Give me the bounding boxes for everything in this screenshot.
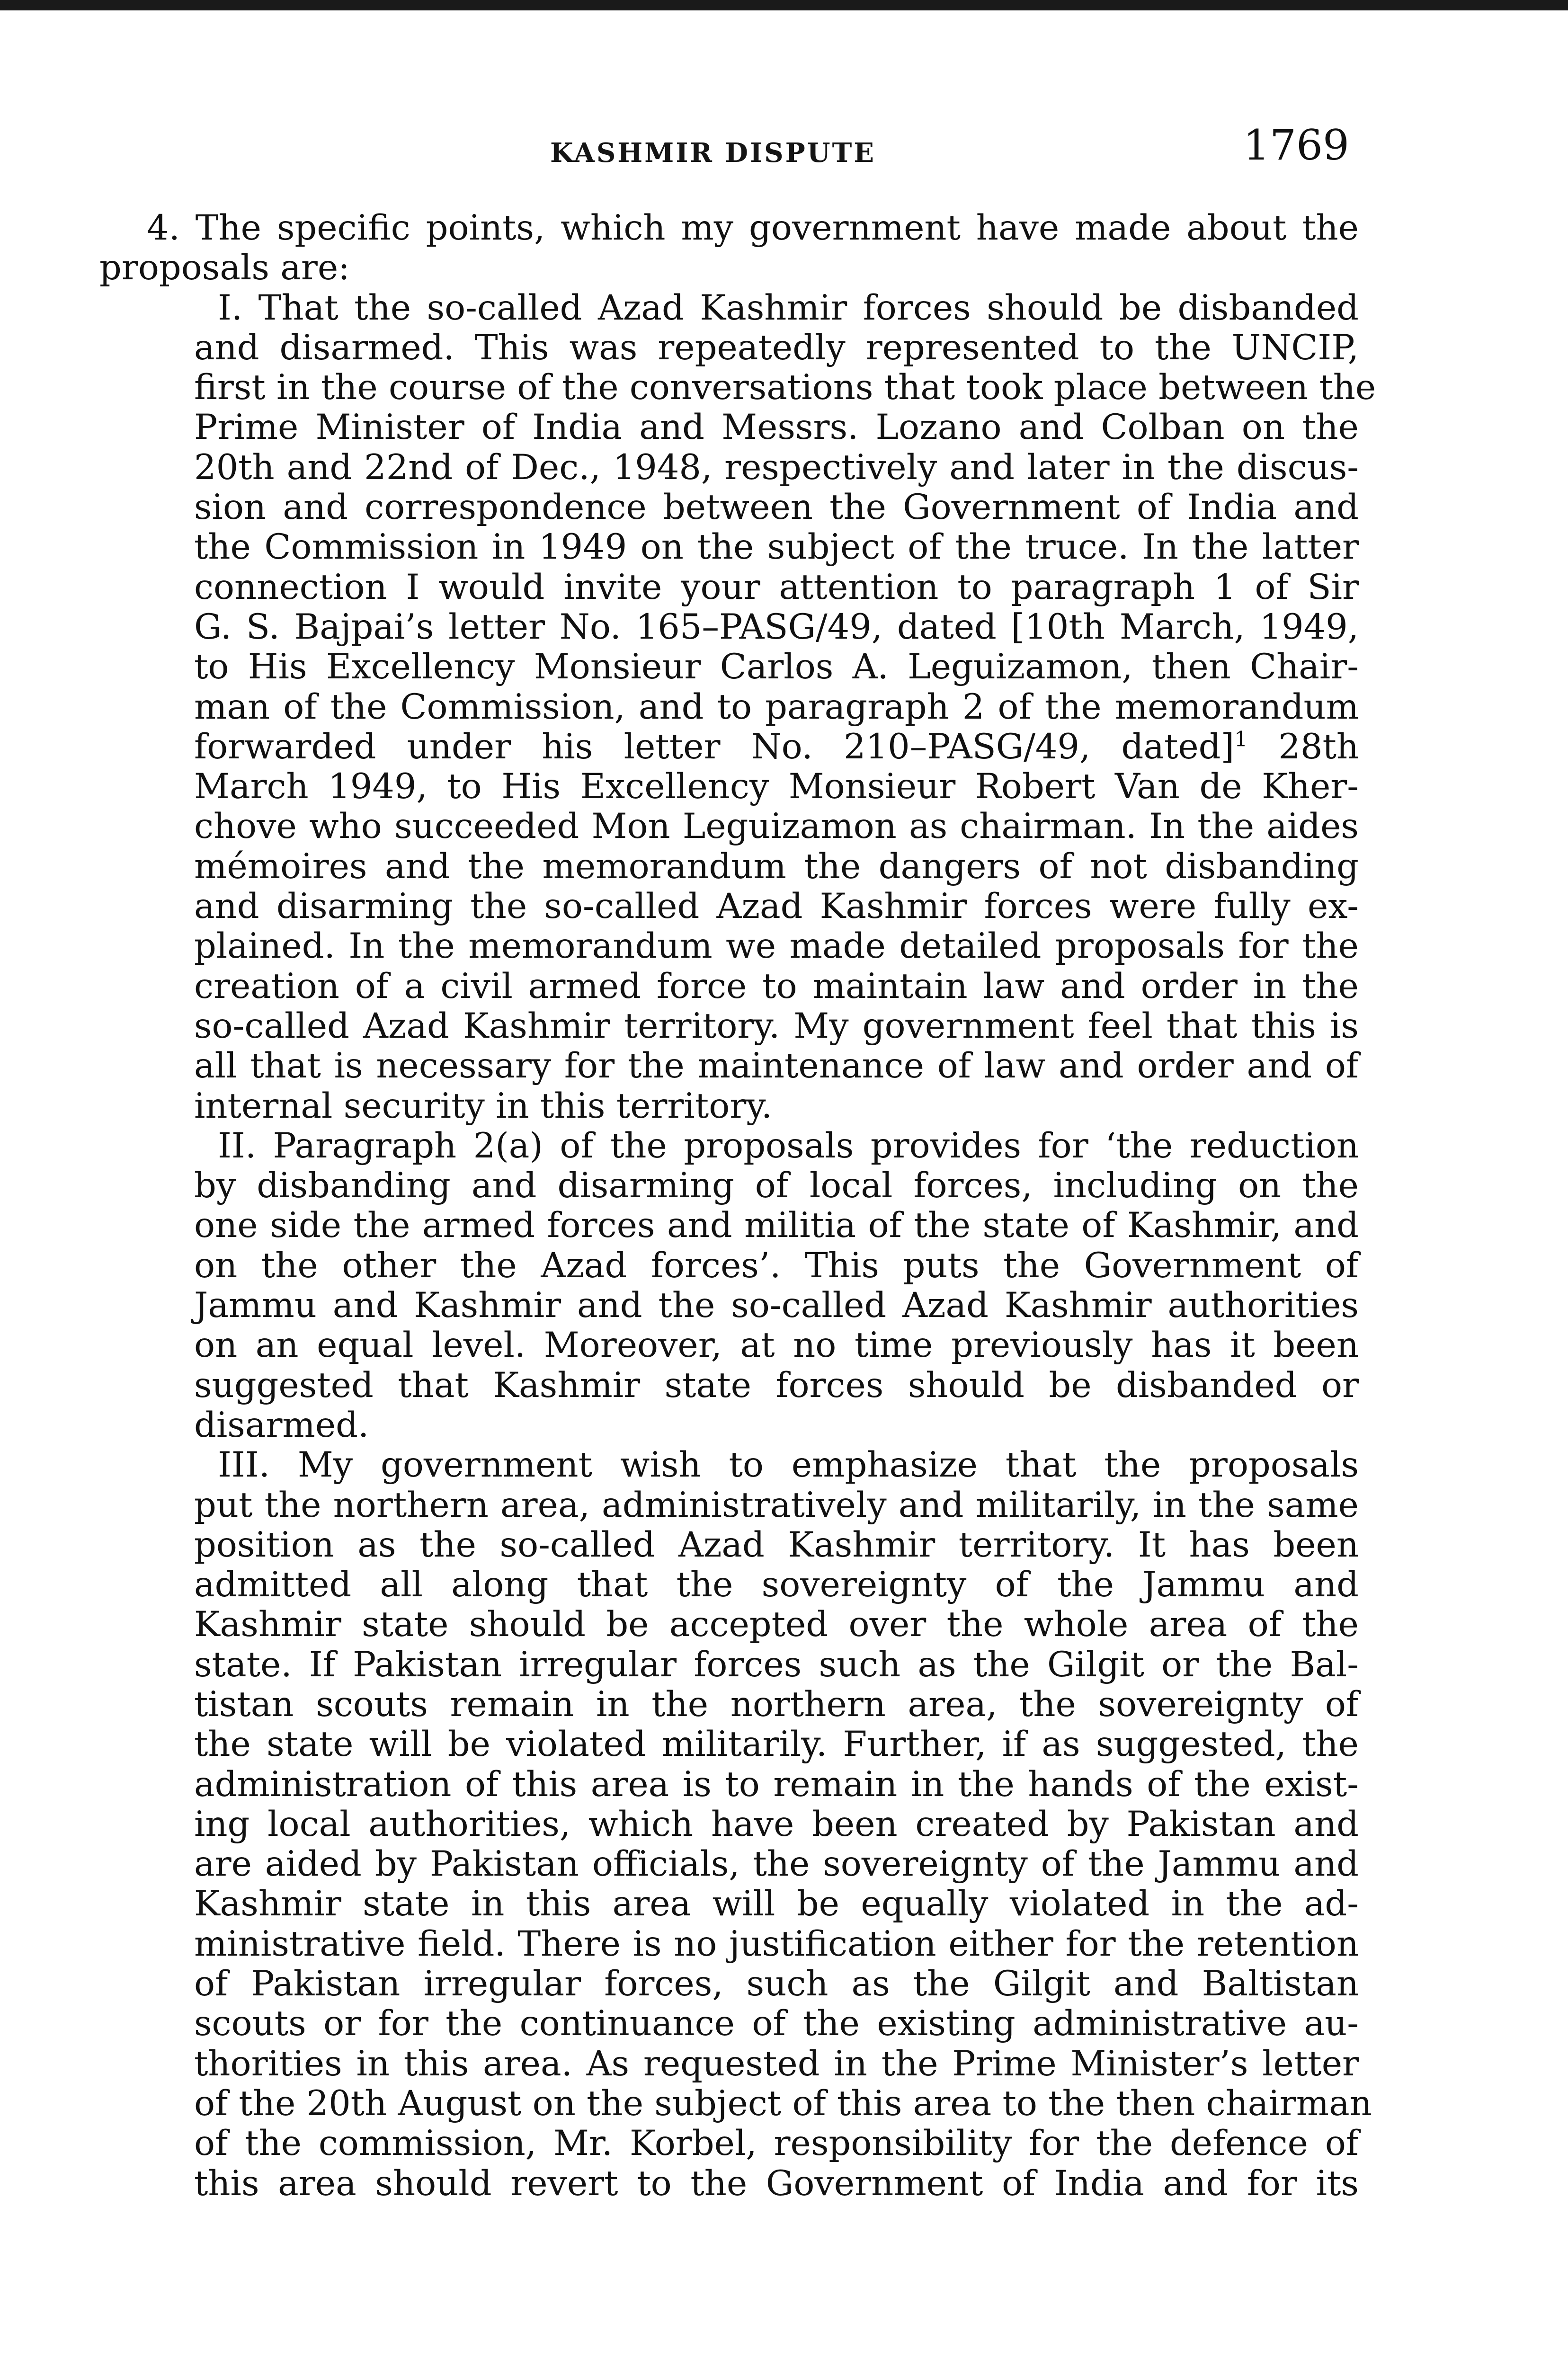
- body-line-text: ministrative field. There is no justification either for the retention: [194, 1923, 1359, 1964]
- body-line: [99, 488, 1359, 527]
- body-line: [99, 1884, 1359, 1924]
- body-line-text: 20th and 22nd of Dec., 1948, respectively and later in the discus-: [194, 447, 1359, 488]
- body-line-text: connection I would invite your attention to paragraph 1 of Sir: [194, 567, 1359, 607]
- body-line: [99, 1525, 1359, 1565]
- body-line: [99, 1685, 1359, 1725]
- body-line: [99, 448, 1359, 488]
- body-line-text: ing local authorities, which have been created by Pakistan and: [194, 1804, 1359, 1844]
- body-line-text: internal security in this territory.: [194, 1086, 773, 1126]
- body-line-text: Kashmir state in this area will be equally violated in the ad-: [194, 1884, 1359, 1924]
- body-line: [99, 527, 1359, 567]
- body-line-text: the Commission in 1949 on the subject of the truce. In the latter: [194, 527, 1359, 568]
- running-head: KASHMIR DISPUTE: [550, 137, 876, 169]
- body-line-text: sion and correspondence between the Government of India and: [194, 487, 1359, 528]
- body-line-text: of the 20th August on the subject of this area to the then chairman: [194, 2083, 1372, 2124]
- body-line-text: on an equal level. Moreover, at no time previously has it been: [194, 1325, 1359, 1366]
- body-line: [99, 367, 1376, 408]
- body-line-text: plained. In the memorandum we made detailed proposals for the: [194, 926, 1359, 967]
- body-line-text: admitted all along that the sovereignty of the Jammu and: [194, 1565, 1359, 1605]
- body-line-text: thorities in this area. As requested in the Prime Minister’s letter: [194, 2043, 1359, 2084]
- body-line-text: scouts or for the continuance of the existing administrative au-: [194, 2003, 1359, 2044]
- body-line: [99, 2164, 1359, 2204]
- body-line: [99, 1765, 1359, 1805]
- body-text: [99, 208, 1376, 2204]
- body-line-text: III. My government wish to emphasize that the proposals: [218, 1445, 1359, 1486]
- body-line-text: to His Excellency Monsieur Carlos A. Leguizamon, then Chair-: [194, 647, 1359, 687]
- top-page-rule: [0, 0, 1568, 10]
- body-line: [99, 2124, 1359, 2163]
- body-line-text: administration of this area is to remain in the hands of the exist-: [194, 1764, 1359, 1805]
- body-line: [99, 2004, 1359, 2044]
- body-line-text: of the commission, Mr. Korbel, responsibility for the defence of: [194, 2123, 1359, 2164]
- body-line-text: 4. The specific points, which my government have made about the: [147, 208, 1359, 248]
- body-line-text: March 1949, to His Excellency Monsieur Robert Van de Kher-: [194, 766, 1359, 807]
- page-number: 1769: [1243, 121, 1349, 169]
- body-line: [99, 807, 1359, 846]
- footnote-reference: 1: [1234, 727, 1248, 752]
- body-line-text: creation of a civil armed force to maintain law and order in the: [194, 966, 1359, 1006]
- body-line-text: and disarmed. This was repeatedly represented to the UNCIP,: [194, 327, 1359, 368]
- body-line-text: and disarming the so-called Azad Kashmir forces were fully ex-: [194, 886, 1359, 927]
- body-line-text-continued: 28th: [1247, 726, 1359, 767]
- body-line: [99, 1366, 1359, 1406]
- body-line-text: position as the so-called Azad Kashmir territory. It has been: [194, 1524, 1359, 1565]
- body-line: [99, 1924, 1359, 1964]
- body-line: [99, 248, 1359, 288]
- body-line-text: forwarded under his letter No. 210–PASG/49, dated]: [194, 726, 1235, 767]
- body-line-text: disarmed.: [194, 1405, 369, 1445]
- body-line-text: suggested that Kashmir state forces should be disbanded or: [194, 1365, 1359, 1406]
- body-line: [99, 1206, 1359, 1246]
- body-line: [99, 1006, 1359, 1046]
- body-line: [99, 647, 1359, 687]
- body-line: [99, 687, 1359, 727]
- body-line-text: the state will be violated militarily. Further, if as suggested, the: [194, 1724, 1359, 1765]
- body-line-text: mémoires and the memorandum the dangers of not disbanding: [194, 846, 1359, 887]
- body-line-text: state. If Pakistan irregular forces such as the Gilgit or the Bal-: [194, 1644, 1359, 1685]
- body-line-text: Prime Minister of India and Messrs. Lozano and Colban on the: [194, 407, 1359, 448]
- body-line: [99, 967, 1359, 1006]
- body-line-text: Kashmir state should be accepted over the whole area of the: [194, 1604, 1359, 1645]
- body-line: [99, 727, 1359, 767]
- body-line-text: Jammu and Kashmir and the so-called Azad Kashmir authorities: [194, 1285, 1359, 1326]
- body-line: [99, 408, 1359, 447]
- body-line: [99, 767, 1359, 807]
- body-line: [99, 2083, 1372, 2124]
- body-line: [99, 1086, 1359, 1126]
- body-line-text: so-called Azad Kashmir territory. My government feel that this is: [194, 1006, 1359, 1046]
- body-line: [99, 1486, 1359, 1525]
- body-line-text: tistan scouts remain in the northern area, the sovereignty of: [194, 1684, 1359, 1725]
- body-line-text: man of the Commission, and to paragraph 2 of the memorandum: [194, 686, 1359, 727]
- body-line-text: II. Paragraph 2(a) of the proposals provides for ‘the reduction: [218, 1125, 1359, 1166]
- body-line: [99, 288, 1359, 328]
- body-line-text: proposals are:: [99, 248, 350, 288]
- body-line: [99, 328, 1359, 368]
- body-line-text: all that is necessary for the maintenance of law and order and of: [194, 1046, 1359, 1086]
- body-line: [99, 926, 1359, 966]
- body-line-text: are aided by Pakistan officials, the sovereignty of the Jammu and: [194, 1844, 1359, 1885]
- body-line: [99, 1326, 1359, 1365]
- body-line-text: I. That the so-called Azad Kashmir forces should be disbanded: [218, 287, 1359, 328]
- body-line: [99, 1046, 1359, 1086]
- body-line: [99, 1246, 1359, 1286]
- body-line: [99, 847, 1359, 887]
- body-line-text: by disbanding and disarming of local forces, including on the: [194, 1166, 1359, 1206]
- body-line: [99, 1805, 1359, 1844]
- body-line-text: one side the armed forces and militia of the state of Kashmir, and: [194, 1205, 1359, 1246]
- body-line: [99, 1964, 1359, 2004]
- body-line: [99, 1286, 1359, 1326]
- body-line: [99, 2044, 1359, 2084]
- body-line: [99, 607, 1359, 647]
- body-line: [99, 1126, 1359, 1166]
- body-line: [99, 1445, 1359, 1485]
- body-line-text: of Pakistan irregular forces, such as the Gilgit and Baltistan: [194, 1964, 1359, 2004]
- body-line: [99, 1565, 1359, 1605]
- body-line-text: first in the course of the conversations that took place between the: [194, 367, 1376, 408]
- body-line: [99, 1844, 1359, 1884]
- body-line: [99, 1166, 1359, 1206]
- body-line: [99, 887, 1359, 926]
- body-line-text: G. S. Bajpai’s letter No. 165–PASG/49, dated [10th March, 1949,: [194, 606, 1359, 647]
- body-line: [99, 1725, 1359, 1764]
- body-line: [99, 568, 1359, 607]
- body-line-text: put the northern area, administratively and militarily, in the same: [194, 1485, 1359, 1525]
- body-line: [99, 1605, 1359, 1645]
- body-line: [99, 1645, 1359, 1685]
- body-line-text: chove who succeeded Mon Leguizamon as chairman. In the aides: [194, 806, 1359, 847]
- body-line: [99, 208, 1359, 248]
- body-line: [99, 1406, 1359, 1445]
- body-line-text: this area should revert to the Government of India and for its: [194, 2163, 1359, 2204]
- body-line-text: on the other the Azad forces’. This puts the Government of: [194, 1245, 1359, 1286]
